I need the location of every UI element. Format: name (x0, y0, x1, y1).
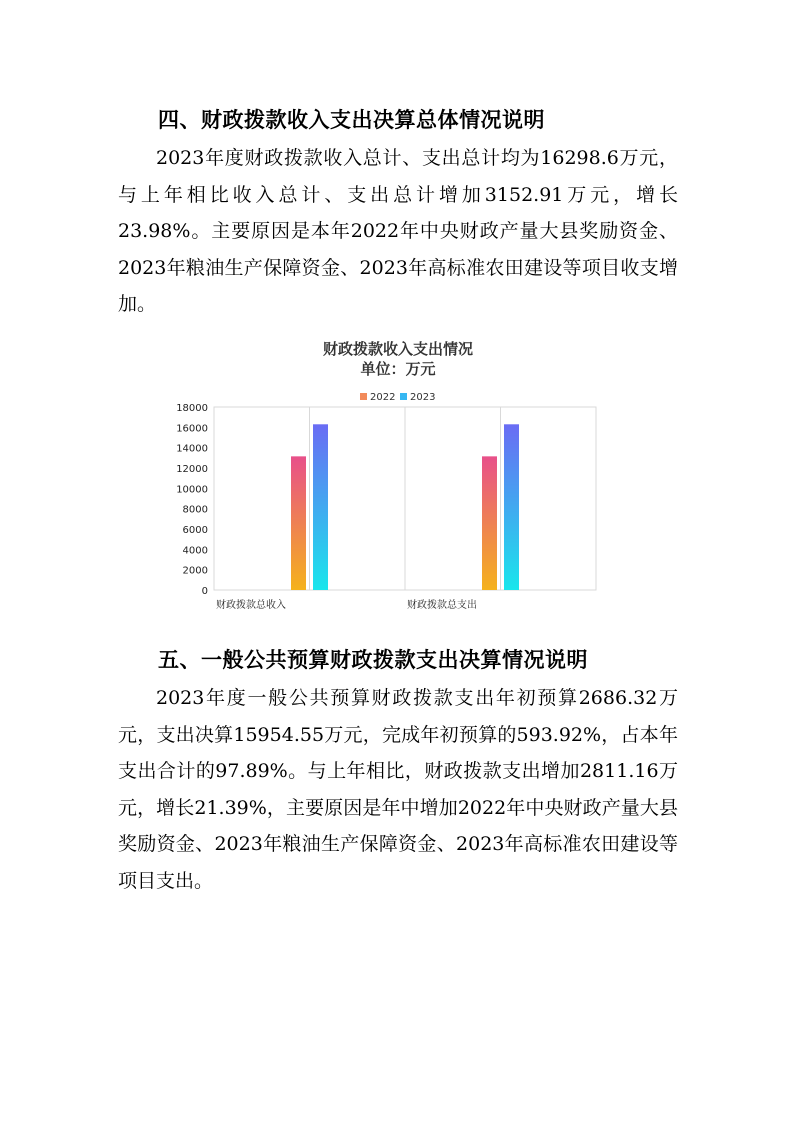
bar-2023-1 (313, 424, 328, 590)
section5-paragraph: 2023年度一般公共预算财政拨款支出年初预算2686.32万元，支出决算15954.55万元，完成年初预算的593.92%，占本年支出合计的97.89%。与上年相比，财政拨款支出增加2811.16万元，增长21.39%，主要原因是年中增加2022年中央财政产量大县奖励资金、2023年粮油生产保障资金、2023年高标准农田建设等项目支出。 (118, 687, 678, 892)
section4-heading: 四、财政拨款收入支出决算总体情况说明 (158, 108, 545, 132)
y-tick-label: 16000 (176, 423, 208, 435)
y-tick-label: 12000 (176, 464, 208, 475)
y-tick-label: 10000 (176, 484, 208, 496)
section5-heading: 五、一般公共预算财政拨款支出决算情况说明 (158, 648, 588, 672)
x-category-label: 财政拨款总收入 (216, 600, 286, 611)
y-tick-label: 0 (201, 586, 208, 597)
chart-plot (168, 334, 628, 620)
x-category-label: 财政拨款总支出 (407, 600, 477, 611)
bar-2022-1 (291, 456, 306, 590)
legend-swatch-2023 (400, 393, 407, 400)
y-tick-label: 6000 (182, 525, 208, 536)
y-tick-label: 14000 (176, 443, 208, 455)
legend-label-2023: 2023 (410, 392, 436, 403)
chart-subtitle: 单位：万元 (360, 360, 436, 378)
legend-label-2022: 2022 (370, 392, 396, 403)
y-tick-label: 8000 (182, 504, 208, 516)
bar-2022-2 (482, 456, 497, 590)
income-expense-chart (168, 334, 608, 620)
y-tick-label: 4000 (182, 545, 208, 557)
y-tick-label: 2000 (182, 565, 208, 577)
section4-paragraph: 2023年度财政拨款收入总计、支出总计均为16298.6万元，与上年相比收入总计、支出总计增加3152.91万元，增长23.98%。主要原因是本年2022年中央财政产量大县奖励资金、2023年粮油生产保障资金、2023年高标准农田建设等项目收支增加。 (118, 147, 678, 315)
y-tick-label: 18000 (176, 403, 208, 414)
legend-swatch-2022 (360, 393, 367, 400)
bar-2023-2 (504, 424, 519, 590)
chart-title: 财政拨款收入支出情况 (322, 340, 473, 358)
